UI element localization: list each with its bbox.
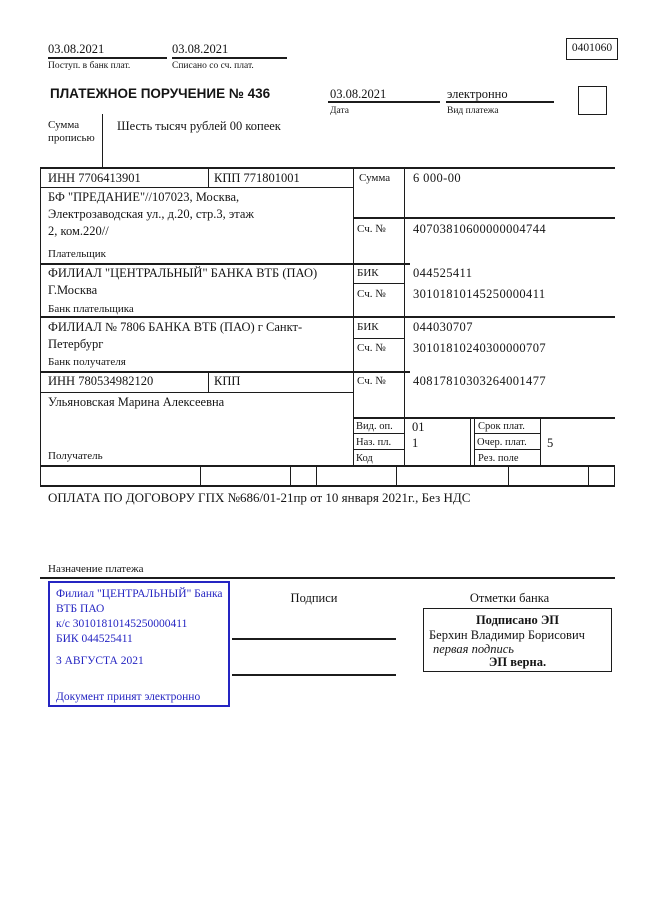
- beneficiary-bank-bik-label: БИК: [357, 321, 379, 333]
- payer-inn: ИНН 7706413901: [48, 171, 141, 185]
- grid-line: [40, 167, 41, 465]
- payer-bank-account-label: Сч. №: [357, 288, 386, 300]
- grid-line: [290, 466, 291, 486]
- grid-line: [470, 417, 471, 465]
- beneficiary-bank-account-label: Сч. №: [357, 342, 386, 354]
- ocher-plat-value: 5: [547, 436, 554, 450]
- amount-label: Сумма: [359, 172, 391, 184]
- amount-value: 6 000-00: [413, 171, 461, 185]
- kod-label: Код: [356, 453, 373, 464]
- grid-line: [40, 577, 615, 579]
- naz-pl-label: Наз. пл.: [356, 437, 392, 448]
- document-title: ПЛАТЕЖНОЕ ПОРУЧЕНИЕ № 436: [50, 86, 271, 101]
- stamp-corr-account: к/с 30101810145250000411: [56, 618, 188, 630]
- naz-pl-value: 1: [412, 436, 419, 450]
- debited-date-label: Списано со сч. плат.: [172, 61, 254, 71]
- signatures-label: Подписи: [290, 591, 338, 605]
- grid-line: [353, 449, 404, 450]
- amount-in-words-value: Шесть тысяч рублей 00 копеек: [117, 119, 281, 133]
- payer-name-line3: 2, ком.220//: [48, 224, 109, 238]
- date-underline: [328, 101, 440, 103]
- beneficiary-account-value: 40817810303264001477: [413, 374, 546, 388]
- amount-in-words-divider: [102, 114, 103, 167]
- date-value: 03.08.2021: [330, 87, 387, 101]
- grid-line: [588, 466, 589, 486]
- payer-account-value: 40703810600000004744: [413, 222, 546, 236]
- grid-line: [200, 466, 201, 486]
- grid-line: [40, 466, 41, 486]
- grid-line: [40, 316, 615, 318]
- payer-bank-account-value: 30101810145250000411: [413, 287, 546, 301]
- bank-marks-label: Отметки банка: [469, 591, 550, 605]
- payer-bank-bik-label: БИК: [357, 267, 379, 279]
- grid-line: [208, 167, 209, 187]
- form-code-box: [566, 38, 618, 60]
- stamp-bik: БИК 044525411: [56, 633, 133, 645]
- electronic-signature-stamp: [423, 608, 612, 672]
- grid-line: [40, 167, 615, 169]
- grid-line: [353, 167, 354, 465]
- grid-line: [614, 466, 615, 486]
- beneficiary-bank-name-line2: Петербург: [48, 337, 104, 351]
- grid-line: [353, 433, 404, 434]
- grid-line: [540, 417, 541, 465]
- payer-account-label: Сч. №: [357, 223, 386, 235]
- amount-in-words-label: Сумма прописью: [48, 119, 95, 144]
- payer-kpp: КПП 771801001: [214, 171, 300, 185]
- grid-line: [474, 433, 540, 434]
- grid-line: [353, 217, 615, 219]
- rez-pole-label: Рез. поле: [478, 453, 519, 464]
- received-date-underline: [48, 57, 167, 59]
- grid-line: [40, 263, 410, 265]
- grid-line: [208, 371, 209, 392]
- payer-section-label: Плательщик: [48, 248, 106, 260]
- stamp-date: 3 АВГУСТА 2021: [56, 655, 144, 667]
- beneficiary-name: Ульяновская Марина Алексеевна: [48, 395, 225, 409]
- grid-line: [353, 283, 404, 284]
- signature-line: [232, 674, 396, 676]
- grid-line: [396, 466, 397, 486]
- stamp-bank-name-line1: Филиал "ЦЕНТРАЛЬНЫЙ" Банка: [56, 588, 223, 600]
- received-date-label: Поступ. в банк плат.: [48, 61, 131, 71]
- signature-line: [232, 638, 396, 640]
- grid-line: [508, 466, 509, 486]
- srok-plat-label: Срок плат.: [478, 421, 525, 432]
- ep-signer-name: Берхин Владимир Борисович: [429, 628, 585, 642]
- vid-op-label: Вид. оп.: [356, 421, 393, 432]
- vid-op-value: 01: [412, 420, 425, 434]
- grid-line: [353, 338, 404, 339]
- payer-name-line2: Электрозаводская ул., д.20, стр.3, этаж: [48, 207, 255, 221]
- purpose-label: Назначение платежа: [48, 563, 144, 575]
- bank-acceptance-stamp: [48, 581, 230, 707]
- beneficiary-inn: ИНН 780534982120: [48, 374, 154, 388]
- debited-date-underline: [172, 57, 287, 59]
- beneficiary-bank-account-value: 30101810240300000707: [413, 341, 546, 355]
- status-checkbox: [578, 86, 607, 115]
- beneficiary-section-label: Получатель: [48, 450, 103, 462]
- purpose-text: ОПЛАТА ПО ДОГОВОРУ ГПХ №686/01-21пр от 10 января 2021г., Без НДС: [48, 490, 471, 505]
- grid-line: [40, 485, 615, 487]
- form-code: 0401060: [571, 42, 613, 54]
- date-label: Дата: [330, 106, 349, 116]
- beneficiary-bank-bik-value: 044030707: [413, 320, 473, 334]
- ep-title: Подписано ЭП: [475, 613, 560, 627]
- beneficiary-kpp-label: КПП: [214, 374, 241, 388]
- stamp-bank-name-line2: ВТБ ПАО: [56, 603, 105, 615]
- ep-signature-type: первая подпись: [433, 642, 514, 656]
- grid-line: [353, 417, 615, 419]
- payer-bank-name-line1: ФИЛИАЛ "ЦЕНТРАЛЬНЫЙ" БАНКА ВТБ (ПАО): [48, 266, 318, 280]
- grid-line: [40, 465, 615, 467]
- beneficiary-bank-name-line1: ФИЛИАЛ № 7806 БАНКА ВТБ (ПАО) г Санкт-: [48, 320, 303, 334]
- grid-line: [404, 167, 405, 465]
- ep-verified: ЭП верна.: [488, 655, 547, 669]
- grid-line: [474, 449, 540, 450]
- grid-line: [40, 187, 353, 188]
- payment-kind-value: электронно: [447, 87, 508, 101]
- payer-bank-section-label: Банк плательщика: [48, 303, 134, 315]
- payment-kind-underline: [446, 101, 554, 103]
- beneficiary-account-label: Сч. №: [357, 375, 386, 387]
- grid-line: [40, 371, 410, 373]
- stamp-accepted-note: Документ принят электронно: [56, 691, 201, 703]
- ocher-plat-label: Очер. плат.: [477, 437, 527, 448]
- grid-line: [40, 392, 353, 393]
- grid-line: [316, 466, 317, 486]
- payment-kind-label: Вид платежа: [447, 106, 499, 116]
- received-date-value: 03.08.2021: [48, 42, 105, 56]
- debited-date-value: 03.08.2021: [172, 42, 229, 56]
- grid-line: [474, 417, 475, 465]
- payer-bank-name-line2: Г.Москва: [48, 283, 98, 297]
- payer-name-line1: БФ "ПРЕДАНИЕ"//107023, Москва,: [48, 190, 240, 204]
- beneficiary-bank-section-label: Банк получателя: [48, 356, 126, 368]
- payer-bank-bik-value: 044525411: [413, 266, 473, 280]
